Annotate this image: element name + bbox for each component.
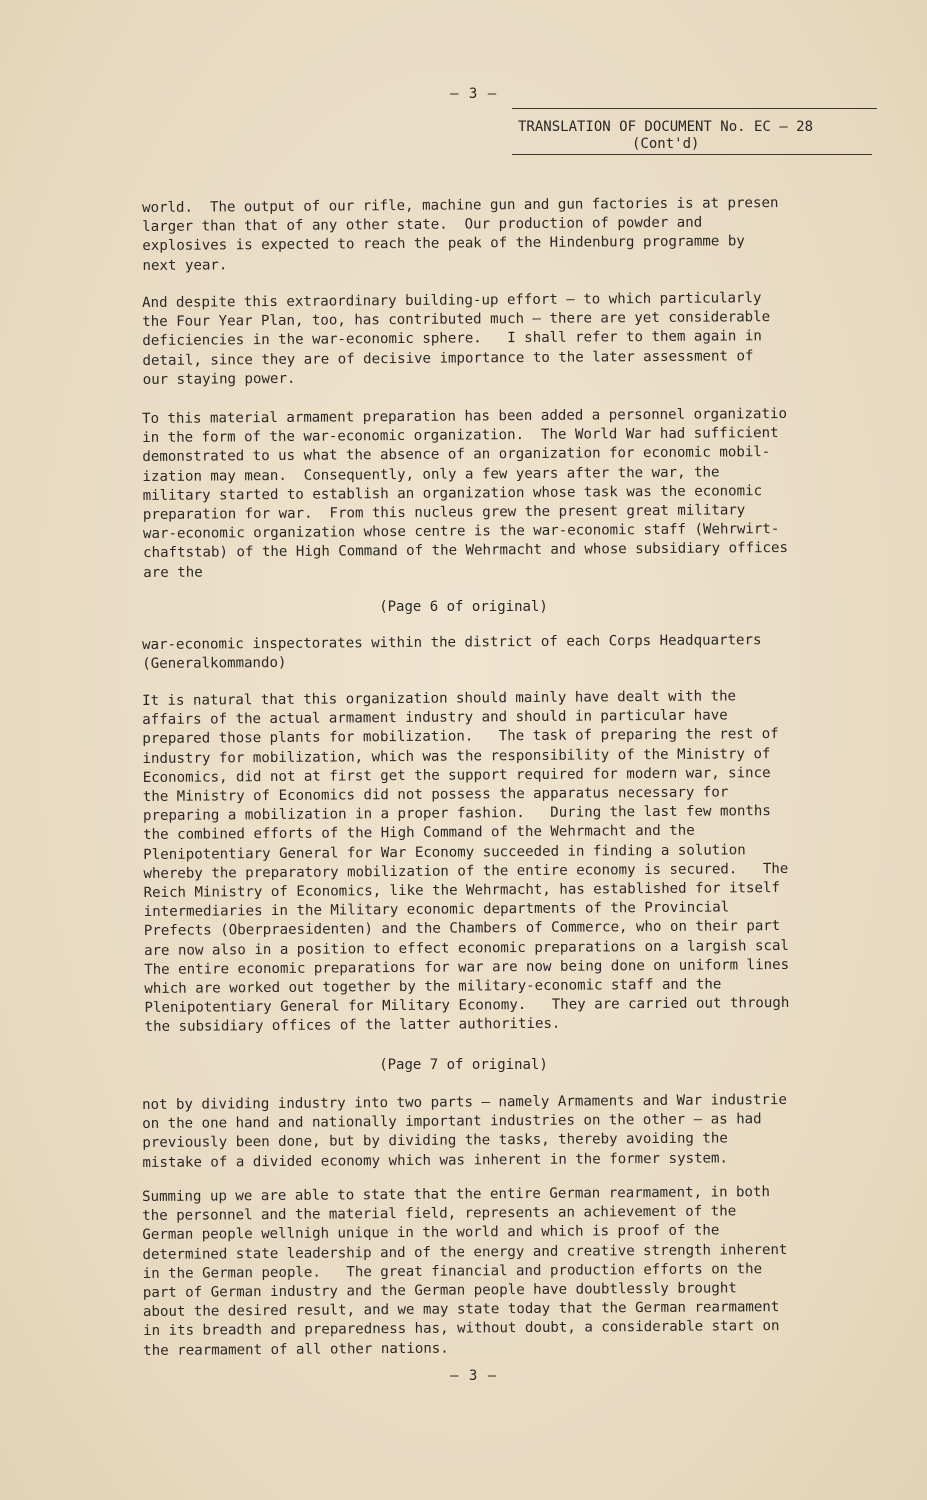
page-marker-6: (Page 6 of original): [379, 599, 548, 615]
document-header: [512, 108, 877, 155]
page-marker-7: (Page 7 of original): [379, 1057, 548, 1073]
continued-label: (Cont'd): [512, 136, 872, 155]
bottom-page-number: – 3 –: [450, 1368, 498, 1384]
top-page-number: – 3 –: [450, 86, 498, 102]
paragraph-6: not by dividing industry into two parts – namely Armaments and War industrie on the one hand and nationally important industries on the other – as had previously been done, but by dividing the tasks, thereby avoiding the mistake of a divided economy which was inherent in the former system.: [142, 1091, 787, 1171]
paragraph-3: To this material armament preparation has been added a personnel organizatio in the form of the war-economic organization. The World War had sufficient demonstrated to us what the absence of an organization for economic mobil- ization may mean. Consequently, only a few years after the war, the military started to establish an organization whose task was the economic preparation for war. From this nucleus grew the present great military war-economic organization whose centre is the war-economic staff (Wehrwirt- chaftstab) of the High Command of the Wehrmacht and whose subsidiary offices are the: [142, 405, 789, 581]
document-title: TRANSLATION OF DOCUMENT No. EC – 28: [518, 119, 814, 135]
paragraph-2: And despite this extraordinary building-up effort – to which particularly the Four Year Plan, too, has contributed much – there are yet considerable deficiencies in the war-economic sphere. I shall refer to them again in detail, since they are of decisive importance to the later assessment of our staying power.: [142, 290, 771, 388]
paragraph-5: It is natural that this organization should mainly have dealt with the affairs of the actual armament industry and should in particular have prepared those plants for mobilization. The task of preparing the rest of industry for mobilization, which was the responsibility of the Ministry of Economics, did not at first get the support required for modern war, since the Ministry of Economics did not possess the apparatus necessary for preparing a mobilization in a proper fashion. During the last few months the combined efforts of the High Command of the Wehrmacht and the Plenipotentiary General for War Economy succeeded in finding a solution whereby the preparatory mobilization of the entire economy is secured. The Reich Ministry of Economics, like the Wehrmacht, has established for itself intermediaries in the Military economic departments of the Provincial Prefects (Oberpraesidenten) and the Chambers of Commerce, who on their part are now also in a position to effect economic preparations on a largish scal The entire economic preparations for war are now being done on uniform lines which are worked out together by the military-economic staff and the Plenipotentiary General for Military Economy. They are carried out through the subsidiary offices of the latter authorities.: [142, 688, 790, 1036]
paragraph-1: world. The output of our rifle, machine gun and gun factories is at presen larger than that of any other state. Our production of powder and explosives is expected to reach the peak of the Hindenburg programme by next year.: [142, 195, 779, 274]
paragraph-7: Summing up we are able to state that the entire German rearmament, in both the personnel and the material field, represents an achievement of the German people wellnigh unique in the world and which is proof of the determined state leadership and of the energy and creative strength inherent in the German people. The great financial and production efforts on the part of German industry and the German people have doubtlessly brought about the desired result, and we may state today that the German rearmament in its breadth and preparedness has, without doubt, a considerable start on the rearmament of all other nations.: [142, 1184, 788, 1359]
paragraph-4: war-economic inspectorates within the district of each Corps Headquarters (Generalkommando): [142, 632, 762, 673]
